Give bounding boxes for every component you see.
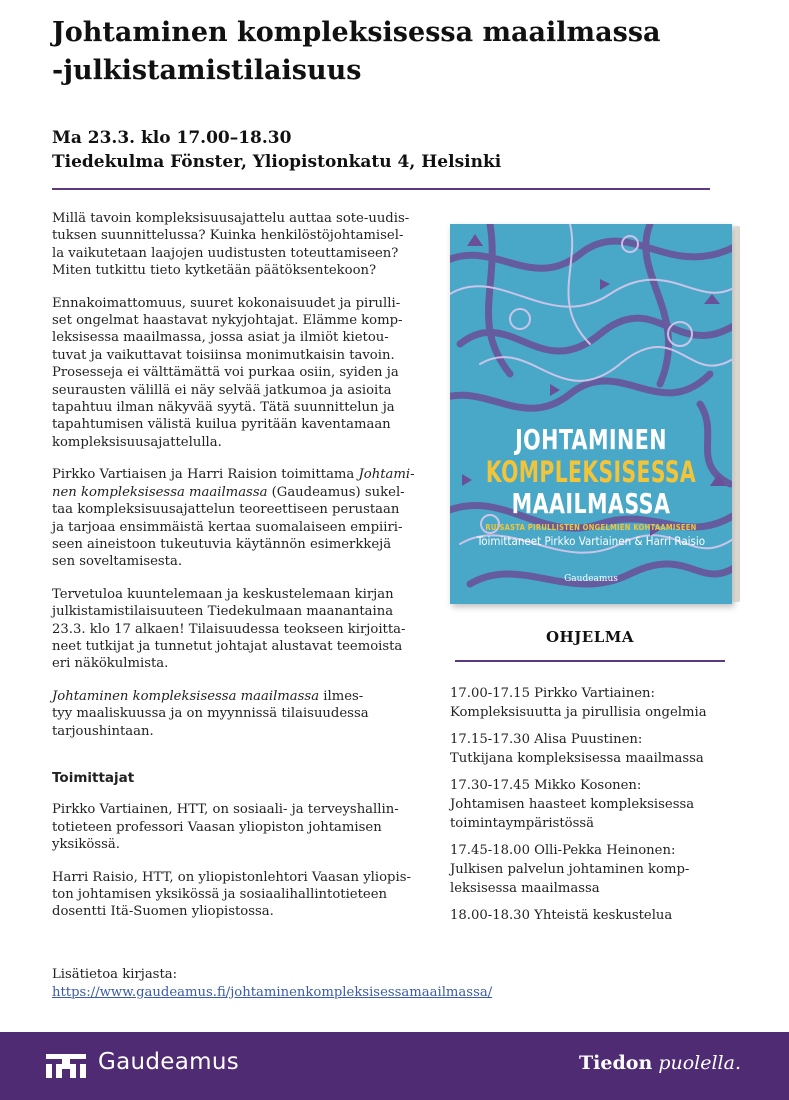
text-line: tuvat ja vaikuttavat toisiinsa monimutkaisin tavoin. [52, 347, 395, 363]
paragraph-complexity [52, 295, 432, 452]
editor-bio-vartiainen [52, 801, 432, 853]
text-line: dosentti Itä-Suomen yliopistossa. [52, 904, 274, 920]
text-line: taa kompleksisuusajattelun teoreettiseen perustaan [52, 502, 400, 518]
book-cover [450, 224, 732, 604]
text-line: Tervetuloa kuuntelemaan ja keskustelemaan kirjan [52, 586, 394, 602]
program-item [450, 841, 750, 898]
footer-brand: Gaudeamus [98, 1049, 240, 1075]
text-line [52, 484, 432, 501]
program-item [450, 684, 750, 722]
cover-editors: Toimittaneet Pirkko Vartiainen & Harri Raisio [476, 534, 706, 548]
program-item-line: 17.30-17.45 Mikko Kosonen: [450, 778, 642, 793]
event-date-time: Ma 23.3. klo 17.00–18.30 [52, 128, 292, 148]
program-item-line: Kompleksisuutta ja pirullisia ongelmia [450, 705, 707, 720]
program-list [450, 684, 750, 933]
text-line: ton johtamisen yksikössä ja sosiaalihallintotieteen [52, 887, 387, 902]
program-item-line: toimintaympäristössä [450, 816, 595, 831]
cover-title-block [450, 424, 732, 548]
text-line: kompleksisuusajattelulla. [52, 434, 222, 450]
program-heading: OHJELMA [545, 628, 635, 646]
cover-subtitle: RUISASTA PIRULLISTEN ONGELMIEN KOHTAAMISEEN [485, 523, 697, 532]
paragraph-intro-questions [52, 210, 432, 280]
text-fragment: (Gaudeamus) sukel- [267, 484, 405, 500]
book-title-fragment: Johtami- [358, 467, 415, 483]
text-line: neet tutkijat ja tunnetut johtajat alustavat teemoista [52, 638, 403, 654]
text-line: tyy maaliskuussa ja on myynnissä tilaisuudessa [52, 706, 369, 722]
text-fragment: ilmes- [319, 688, 364, 704]
event-venue: Tiedekulma Fönster, Yliopistonkatu 4, Helsinki [52, 152, 502, 172]
text-line: leksisessa maailmassa, jossa asiat ja ilmiöt kietou- [52, 330, 389, 346]
program-item [450, 776, 750, 833]
program-item-line: Julkisen palvelun johtaminen komp- [450, 862, 690, 877]
paragraph-welcome [52, 586, 432, 673]
text-line [52, 466, 432, 483]
cover-title-line-2: KOMPLEKSISESSA [485, 455, 697, 489]
text-line: tarjoushintaan. [52, 723, 154, 739]
program-item-line: 18.00-18.30 Yhteistä keskustelua [450, 908, 673, 923]
text-line [52, 688, 432, 705]
program-item-line: 17.00-17.15 Pirkko Vartiainen: [450, 686, 655, 701]
cover-publisher: Gaudeamus [564, 574, 618, 584]
footer-tagline [579, 1052, 741, 1074]
text-line: tapahtumisen välistä kuilua pyritään kaventamaan [52, 417, 391, 433]
program-item [450, 730, 750, 768]
text-line: tapahtuu ilman näkyvää syytä. Tätä suunnittelun ja [52, 400, 395, 416]
more-info [52, 966, 492, 1002]
gaudeamus-logo-icon [44, 1052, 88, 1080]
text-line: Harri Raisio, HTT, on yliopistonlehtori Vaasan yliopis- [52, 869, 411, 885]
program-item-line: 17.15-17.30 Alisa Puustinen: [450, 732, 643, 747]
text-line: julkistamistilaisuuteen Tiedekulmaan maanantaina [52, 604, 394, 620]
text-line: ja tarjoaa ensimmäistä kertaa suomalaiseen empiiri- [52, 519, 403, 535]
cover-title-line-3: MAAILMASSA [511, 487, 671, 520]
program-item-line: 17.45-18.00 Olli-Pekka Heinonen: [450, 843, 676, 858]
book-title-fragment: Johtaminen kompleksisessa maailmassa [52, 688, 320, 704]
more-info-label: Lisätietoa kirjasta: [52, 967, 178, 982]
text-line: eri näkökulmista. [52, 656, 169, 672]
page-title [52, 14, 752, 90]
program-divider [455, 660, 725, 662]
header-divider [52, 188, 710, 190]
page-title-line-2: -julkistamistilaisuus [52, 55, 362, 86]
text-line: set ongelmat haastavat nykyjohtajat. Elämme komp- [52, 313, 403, 329]
text-line: Ennakoimattomuus, suuret kokonaisuudet ja pirulli- [52, 295, 401, 311]
editor-bio-raisio [52, 869, 432, 921]
program-item [450, 906, 750, 925]
program-item-line: Johtamisen haasteet kompleksisessa [450, 797, 695, 812]
footer-bar [0, 1032, 789, 1100]
text-line: seen aineistoon tukeutuvia käytännön esimerkkejä [52, 536, 392, 552]
text-line: seurausten välillä ei näy selvää jatkumoa ja asioita [52, 382, 392, 398]
text-line: Pirkko Vartiainen, HTT, on sosiaali- ja terveyshallin- [52, 802, 399, 818]
page-title-line-1: Johtaminen kompleksisessa maailmassa [52, 17, 661, 48]
text-line: Millä tavoin kompleksisuusajattelu auttaa sote-uudis- [52, 211, 410, 226]
text-line: Prosesseja ei välttämättä voi purkaa osiin, syiden ja [52, 365, 399, 381]
text-line: 23.3. klo 17 alkaen! Tilaisuudessa teokseen kirjoitta- [52, 621, 406, 637]
text-line: yksikössä. [52, 837, 120, 853]
text-line: totieteen professori Vaasan yliopiston johtamisen [52, 819, 382, 835]
program-item-line: leksisessa maailmassa [450, 881, 600, 896]
book-cover-image [450, 224, 732, 604]
tagline-italic: puolella. [658, 1052, 741, 1074]
text-line: sen soveltamisesta. [52, 554, 183, 570]
text-line: Miten tutkittu tieto kytketään päätöksentekoon? [52, 263, 377, 279]
text-line: la vaikutetaan laajojen uudistusten toteuttamiseen? [52, 245, 399, 261]
book-link[interactable]: https://www.gaudeamus.fi/johtaminenkompleksisessamaailmassa/ [52, 985, 493, 1000]
paragraph-availability [52, 688, 432, 740]
cover-title-line-1: JOHTAMINEN [515, 423, 667, 456]
body-text [52, 210, 432, 936]
text-fragment: Pirkko Vartiaisen ja Harri Raision toimittama [52, 467, 359, 483]
event-info [52, 126, 501, 174]
editors-heading: Toimittajat [52, 769, 135, 786]
tagline-bold: Tiedon [579, 1052, 653, 1074]
paragraph-book-description [52, 466, 432, 570]
program-item-line: Tutkijana kompleksisessa maailmassa [450, 751, 704, 766]
book-title-fragment: nen kompleksisessa maailmassa [52, 484, 268, 500]
text-line: tuksen suunnittelussa? Kuinka henkilöstöjohtamisel- [52, 228, 404, 244]
